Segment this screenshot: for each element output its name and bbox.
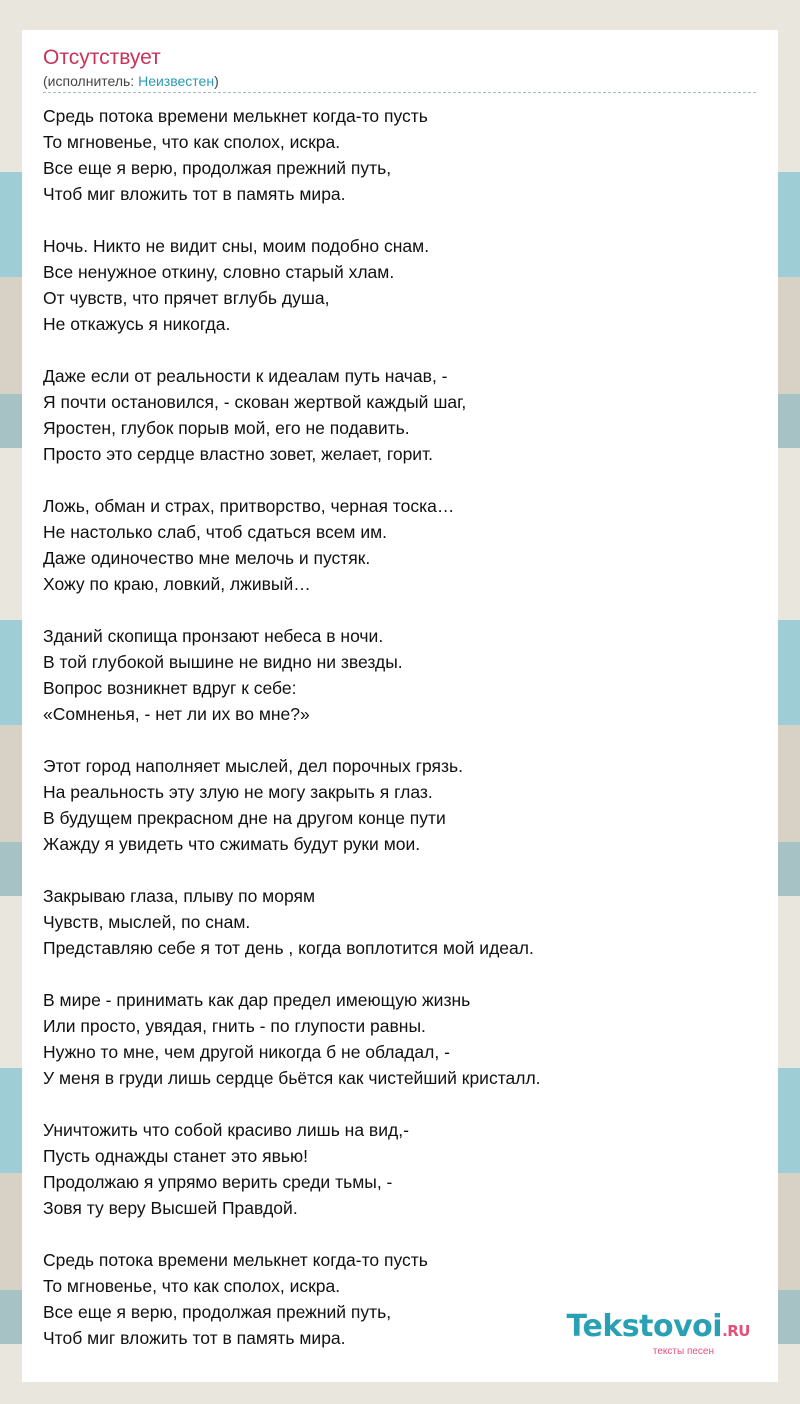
- lyrics-line: Чтоб миг вложить тот в память мира.: [43, 184, 346, 204]
- lyrics-line: Средь потока времени мелькнет когда-то пусть: [43, 106, 428, 126]
- lyrics-line: Все ненужное откину, словно старый хлам.: [43, 262, 395, 282]
- lyrics-line: Вопрос возникнет вдруг к себе:: [43, 678, 297, 698]
- lyrics-stanza: [43, 753, 756, 857]
- site-logo[interactable]: [566, 1309, 750, 1358]
- lyrics-line: Просто это сердце властно зовет, желает, горит.: [43, 444, 434, 464]
- logo-wordmark: [566, 1309, 750, 1346]
- lyrics-card: [22, 30, 778, 1382]
- lyrics-line: Даже если от реальности к идеалам путь начав, -: [43, 366, 448, 386]
- lyrics-stanza: [43, 623, 756, 727]
- song-title: Отсутствует: [43, 46, 161, 69]
- lyrics-line: Я почти остановился, - скован жертвой каждый шаг,: [43, 392, 467, 412]
- lyrics-stanza: [43, 493, 756, 597]
- lyrics-line: В той глубокой вышине не видно ни звезды.: [43, 652, 403, 672]
- lyrics-line: Не настолько слаб, чтоб сдаться всем им.: [43, 522, 387, 542]
- artist-suffix: ): [214, 73, 219, 89]
- logo-tagline: тексты песен: [652, 1346, 714, 1357]
- lyrics-line: Средь потока времени мелькнет когда-то пусть: [43, 1250, 428, 1270]
- lyrics-line: Все еще я верю, продолжая прежний путь,: [43, 158, 392, 178]
- lyrics-stanza: [43, 363, 756, 467]
- lyrics-line: Зданий скопища пронзают небеса в ночи.: [43, 626, 384, 646]
- logo-name: Tekstovoi: [566, 1309, 723, 1344]
- lyrics-line: Продолжаю я упрямо верить среди тьмы, -: [43, 1172, 393, 1192]
- lyrics-line: От чувств, что прячет вглубь душа,: [43, 288, 330, 308]
- logo-tld: .RU: [722, 1322, 750, 1340]
- lyrics-body: [43, 103, 756, 1351]
- lyrics-line: В мире - принимать как дар предел имеющую жизнь: [43, 990, 471, 1010]
- artist-line: [43, 72, 756, 93]
- lyrics-line: Уничтожить что собой красиво лишь на вид,-: [43, 1120, 409, 1140]
- lyrics-stanza: [43, 883, 756, 961]
- lyrics-line: То мгновенье, что как сполох, искра.: [43, 1276, 341, 1296]
- lyrics-line: Нужно то мне, чем другой никогда б не обладал, -: [43, 1042, 450, 1062]
- lyrics-line: «Сомненья, - нет ли их во мне?»: [43, 704, 310, 724]
- lyrics-line: Чтоб миг вложить тот в память мира.: [43, 1328, 346, 1348]
- lyrics-line: Жажду я увидеть что сжимать будут руки мои.: [43, 834, 421, 854]
- lyrics-line: Ложь, обман и страх, притворство, черная тоска…: [43, 496, 455, 516]
- artist-prefix: (исполнитель:: [43, 73, 139, 89]
- lyrics-line: Ночь. Никто не видит сны, моим подобно снам.: [43, 236, 430, 256]
- lyrics-line: Яростен, глубок порыв мой, его не подавить.: [43, 418, 410, 438]
- lyrics-stanza: [43, 233, 756, 337]
- lyrics-line: Или просто, увядая, гнить - по глупости равны.: [43, 1016, 426, 1036]
- lyrics-line: Закрываю глаза, плыву по морям: [43, 886, 315, 906]
- lyrics-line: В будущем прекрасном дне на другом конце пути: [43, 808, 446, 828]
- lyrics-stanza: [43, 1117, 756, 1221]
- artist-link[interactable]: Неизвестен: [138, 73, 215, 89]
- lyrics-line: То мгновенье, что как сполох, искра.: [43, 132, 341, 152]
- lyrics-line: У меня в груди лишь сердце бьётся как чистейший кристалл.: [43, 1068, 541, 1088]
- lyrics-line: Все еще я верю, продолжая прежний путь,: [43, 1302, 392, 1322]
- lyrics-line: Представляю себе я тот день , когда воплотится мой идеал.: [43, 938, 534, 958]
- lyrics-line: Не откажусь я никогда.: [43, 314, 231, 334]
- lyrics-stanza: [43, 987, 756, 1091]
- lyrics-line: Даже одиночество мне мелочь и пустяк.: [43, 548, 371, 568]
- lyrics-line: Хожу по краю, ловкий, лживый…: [43, 574, 311, 594]
- lyrics-line: Зовя ту веру Высшей Правдой.: [43, 1198, 298, 1218]
- lyrics-line: Пусть однажды станет это явью!: [43, 1146, 309, 1166]
- lyrics-line: Этот город наполняет мыслей, дел порочных грязь.: [43, 756, 464, 776]
- lyrics-line: Чувств, мыслей, по снам.: [43, 912, 251, 932]
- lyrics-stanza: [43, 103, 756, 207]
- lyrics-line: На реальность эту злую не могу закрыть я глаз.: [43, 782, 433, 802]
